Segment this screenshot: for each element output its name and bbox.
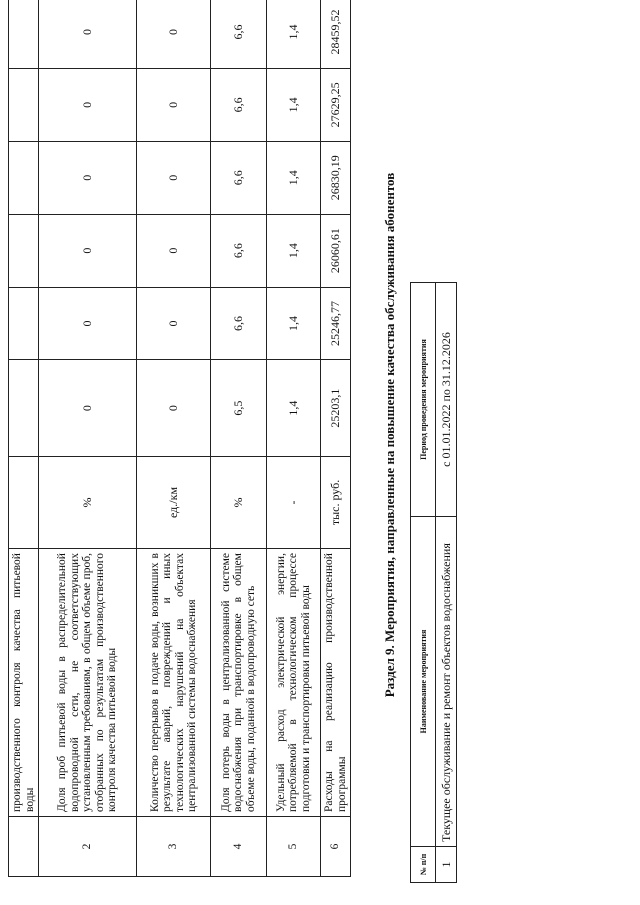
indicator-name: Удельный расход электрической энергии, потребляемой в технологическом процессе подготовки и транспортировки питьевой воды [267, 549, 321, 817]
table-row [211, 0, 267, 877]
indicator-name: производственного контроля качества питьевой воды [9, 549, 39, 817]
indicator-value: 0 [137, 141, 211, 214]
indicator-name: Доля проб питьевой воды в распределительной водопроводной сети, не соответствующих установленным требованиям, в общем объеме проб, отобранных по результатам производственного контроля качества питьевой воды [39, 549, 137, 817]
row-number: 2 [39, 816, 137, 876]
activities-header-row [411, 283, 436, 883]
indicator-value: 26830,19 [321, 141, 351, 214]
indicator-value: 1,4 [267, 360, 321, 456]
section-9-title: Раздел 9. Мероприятия, направленные на повышение качества обслуживания абонентов [382, 172, 397, 698]
activity-period: с 01.01.2022 по 31.12.2026 [436, 283, 457, 517]
indicator-value: 0 [137, 68, 211, 141]
indicator-value: 0 [39, 214, 137, 287]
indicator-value: 6,6 [211, 287, 267, 360]
indicator-name: Количество перерывов в подаче воды, возникших в результате аварий, повреждений и иных технологических нарушений на объектах централизованной системы водоснабжения [137, 549, 211, 817]
indicators-body [9, 0, 351, 877]
row-number: 3 [137, 816, 211, 876]
indicator-value: 0 [39, 141, 137, 214]
indicator-value: 0 [39, 0, 137, 68]
indicator-value: 0 [39, 68, 137, 141]
indicator-value: 0 [137, 0, 211, 68]
indicator-value: 6,6 [211, 214, 267, 287]
indicator-value: 0 [137, 214, 211, 287]
indicator-unit: % [39, 456, 137, 548]
indicator-value: 25203,1 [321, 360, 351, 456]
indicator-unit: тыс. руб. [321, 456, 351, 548]
indicator-value [9, 360, 39, 456]
indicator-value: 6,5 [211, 360, 267, 456]
indicator-unit: - [267, 456, 321, 548]
indicator-name: Расходы на реализацию производственной программы [321, 549, 351, 817]
activity-num: 1 [436, 847, 457, 883]
indicator-value [9, 141, 39, 214]
row-number [9, 816, 39, 876]
indicator-value: 0 [39, 287, 137, 360]
indicator-value: 0 [137, 287, 211, 360]
indicator-value [9, 0, 39, 68]
indicator-value: 26060,61 [321, 214, 351, 287]
activity-row [436, 283, 457, 883]
indicator-value: 25246,77 [321, 287, 351, 360]
indicator-value: 6,6 [211, 0, 267, 68]
header-num: № п/п [411, 847, 436, 883]
indicator-value: 1,4 [267, 68, 321, 141]
indicator-value: 27629,25 [321, 68, 351, 141]
indicator-value: 6,6 [211, 68, 267, 141]
indicator-value: 1,4 [267, 0, 321, 68]
table-row [267, 0, 321, 877]
indicator-unit [9, 456, 39, 548]
indicator-value: 0 [39, 360, 137, 456]
indicator-value: 1,4 [267, 287, 321, 360]
indicator-value: 1,4 [267, 141, 321, 214]
indicator-value: 0 [137, 360, 211, 456]
indicator-value [9, 287, 39, 360]
activities-table [410, 282, 457, 883]
indicator-value: 28459,52 [321, 0, 351, 68]
row-number: 4 [211, 816, 267, 876]
indicator-value [9, 68, 39, 141]
activity-name: Текущее обслуживание и ремонт объектов водоснабжения [436, 517, 457, 847]
indicator-value: 1,4 [267, 214, 321, 287]
header-name: Наименование мероприятия [411, 517, 436, 847]
indicator-unit: % [211, 456, 267, 548]
indicator-name: Доля потерь воды в централизованной системе водоснабжения при транспортировке в общем объеме воды, поданной в водопроводную сеть [211, 549, 267, 817]
table-row [137, 0, 211, 877]
indicator-value: 6,6 [211, 141, 267, 214]
row-number: 6 [321, 816, 351, 876]
indicator-unit: ед./км [137, 456, 211, 548]
header-period: Период проведения мероприятия [411, 283, 436, 517]
indicator-value [9, 214, 39, 287]
row-number: 5 [267, 816, 321, 876]
table-row [39, 0, 137, 877]
indicators-table [8, 0, 351, 877]
table-row [321, 0, 351, 877]
table-row [9, 0, 39, 877]
